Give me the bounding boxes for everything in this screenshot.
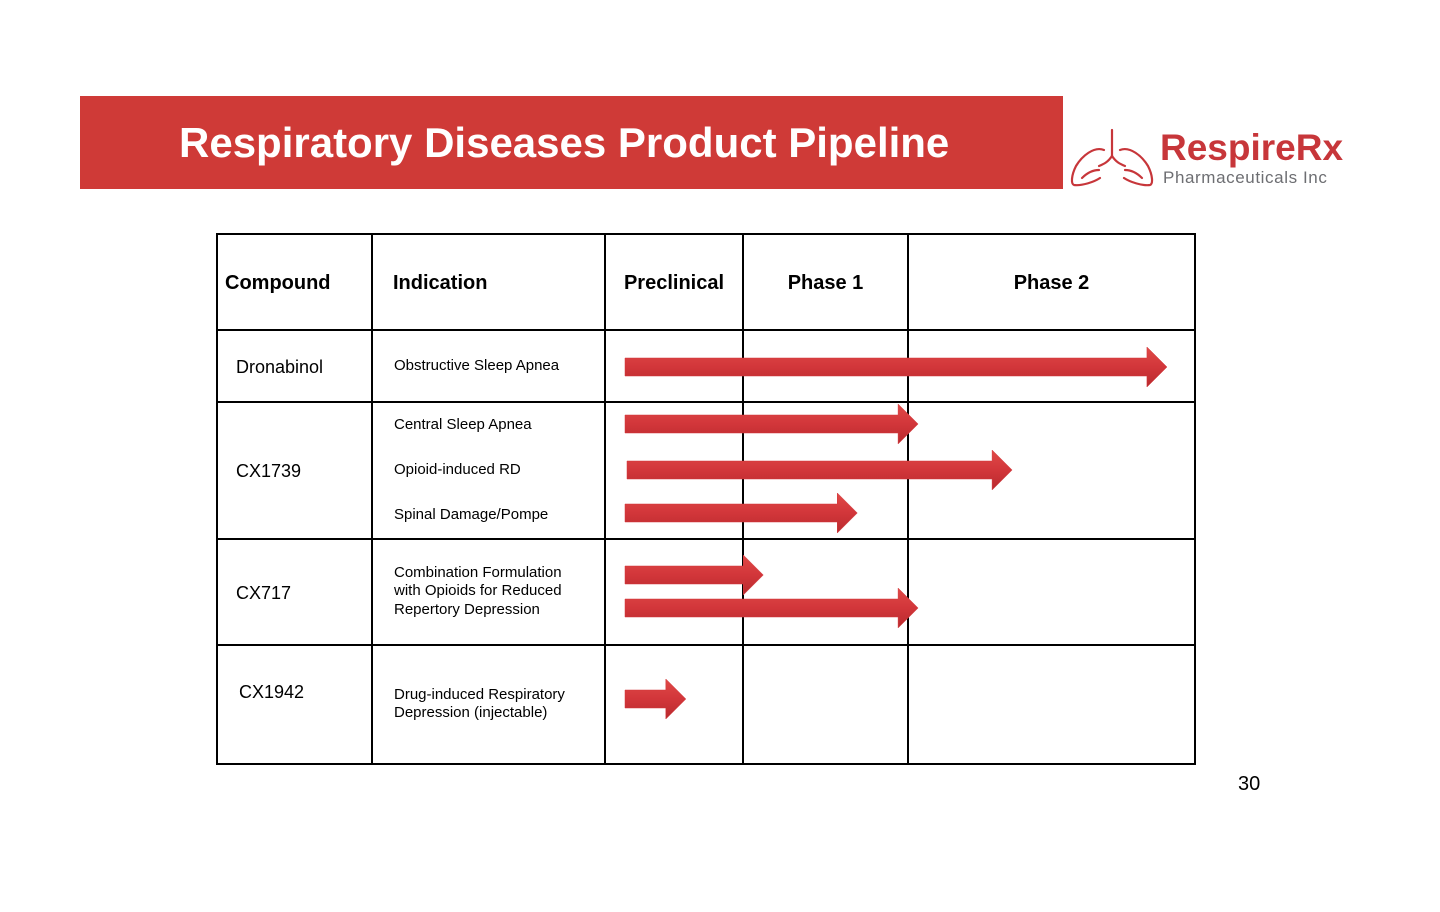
logo-name: RespireRx (1160, 127, 1344, 168)
indication-label: Combination Formulation (394, 564, 562, 581)
indication-label: Obstructive Sleep Apnea (394, 357, 560, 374)
indication-label: Spinal Damage/Pompe (394, 506, 549, 523)
compound-dronabinol: Dronabinol (236, 357, 324, 377)
header-phase-1: Phase 1 (787, 272, 864, 294)
indication-label: Central Sleep Apnea (394, 416, 532, 433)
header-indication: Indication (393, 272, 488, 294)
compound-cx1739: CX1739 (236, 461, 302, 481)
progress-arrow (625, 347, 1167, 387)
page-number: 30 (1238, 773, 1261, 795)
header-phase-2: Phase 2 (1013, 272, 1090, 294)
slide-title: Respiratory Diseases Product Pipeline (179, 119, 950, 166)
compound-cx717: CX717 (236, 583, 292, 603)
pipeline-grid (216, 233, 1198, 768)
indication-label: Repertory Depression (394, 601, 540, 618)
title-banner (80, 96, 1063, 189)
indication-label: Opioid-induced RD (394, 461, 521, 478)
table-border (217, 234, 1195, 764)
progress-arrow (627, 450, 1012, 490)
indication-label: Drug-induced Respiratory (394, 686, 565, 703)
compound-cx1942: CX1942 (239, 682, 305, 702)
progress-arrow (625, 493, 857, 533)
progress-arrow (625, 588, 918, 628)
lungs-icon (1068, 126, 1156, 190)
header-preclinical: Preclinical (623, 272, 725, 294)
indication-label: with Opioids for Reduced (394, 582, 562, 599)
header-compound: Compound (225, 272, 331, 294)
company-logo (1068, 126, 1368, 190)
logo-subtitle: Pharmaceuticals Inc (1163, 168, 1328, 187)
progress-arrow (625, 679, 686, 719)
progress-arrow (625, 404, 918, 444)
indication-label: Depression (injectable) (394, 704, 548, 721)
